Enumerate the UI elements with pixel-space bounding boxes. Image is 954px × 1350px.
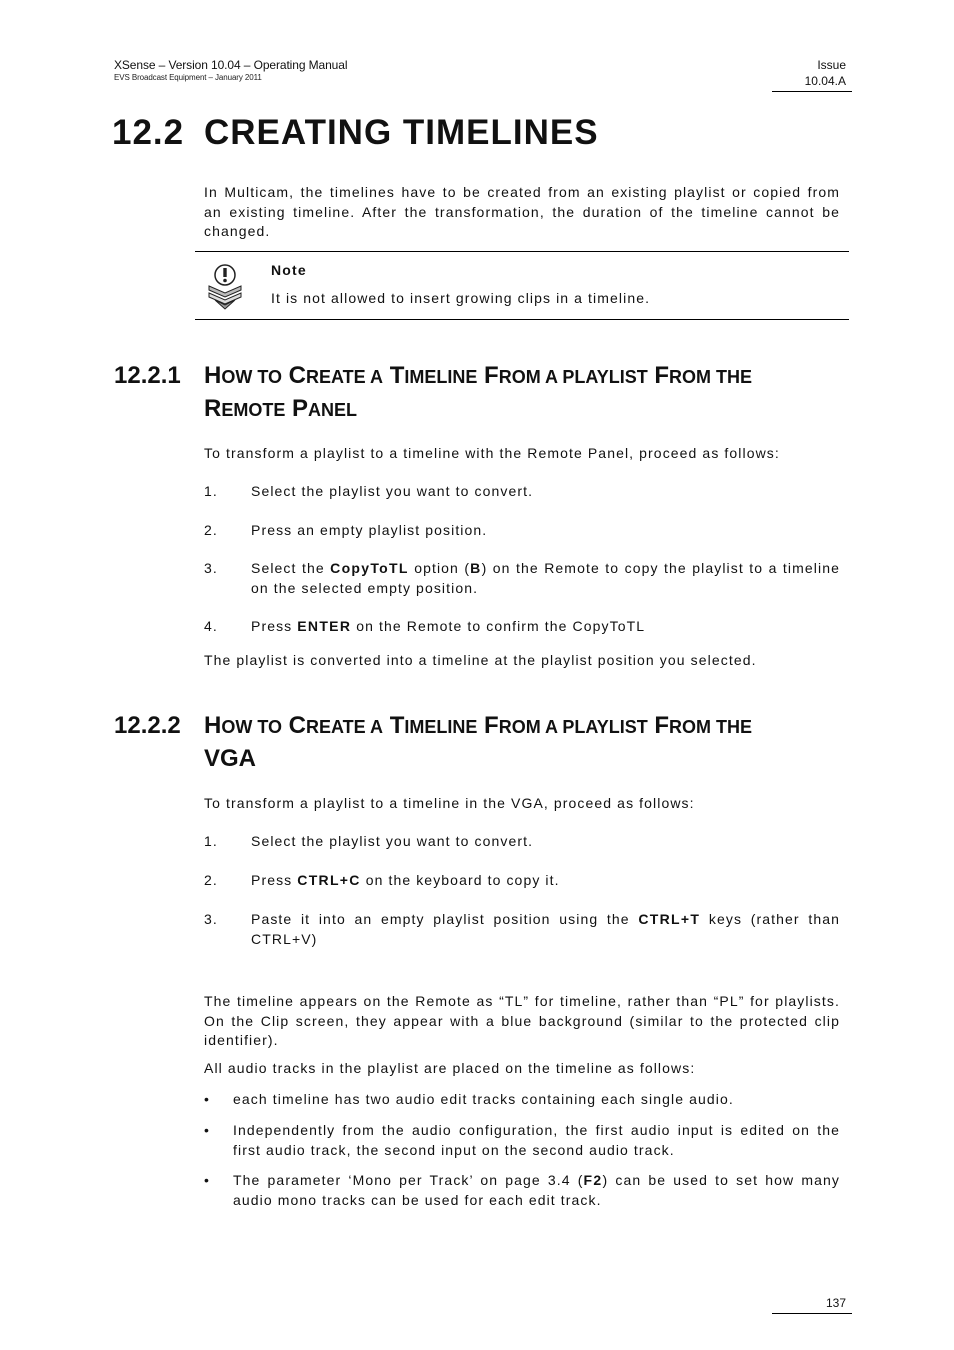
bullet-2: • Independently from the audio configuration, the first audio input is edited on the first audio track, the second input on the second audio track. [204, 1122, 840, 1158]
keyword-copytotl: CopyToTL [330, 560, 409, 576]
header-divider [772, 91, 852, 92]
issue-value: 10.04.A [804, 74, 846, 88]
keyword-b: B [470, 560, 482, 576]
subsection-heading-1 [114, 360, 874, 426]
section-number: 12.2 [112, 113, 185, 152]
note-label: Note [271, 262, 307, 278]
note-icon [206, 262, 244, 310]
keyword-f2: F2 [583, 1172, 603, 1188]
audio-tracks-paragraph: All audio tracks in the playlist are placed on the timeline as follows: [204, 1060, 696, 1076]
subsection-number-1: 12.2.1 [114, 362, 181, 389]
step-2-1: 1. Select the playlist you want to convert. [204, 833, 534, 849]
subsection-intro-2: To transform a playlist to a timeline in the VGA, proceed as follows: [204, 795, 695, 811]
section-heading [112, 113, 599, 153]
timeline-appearance-paragraph: The timeline appears on the Remote as “TL” for timeline, rather than “PL” for playlists. On the Clip screen, they appear with a blue background (similar to the protected clip identifier). [204, 993, 840, 1048]
subsection-title-2: HOW TO CREATE A TIMELINE FROM A PLAYLIST FROM THE VGA [204, 712, 753, 772]
subsection-heading-2 [114, 710, 874, 775]
footer-divider [772, 1313, 852, 1314]
subsection-number-2: 12.2.2 [114, 712, 181, 739]
subsection-intro-1: To transform a playlist to a timeline with the Remote Panel, proceed as follows: [204, 445, 780, 461]
header-subtitle: EVS Broadcast Equipment – January 2011 [114, 73, 262, 82]
bullet-1: • each timeline has two audio edit tracks containing each single audio. [204, 1091, 734, 1107]
header-title: XSense – Version 10.04 – Operating Manual [114, 58, 348, 72]
keyword-ctrl-t: CTRL+T [638, 911, 701, 927]
section-title: CREATING TIMELINES [204, 113, 599, 152]
bullet-3: • The parameter ‘Mono per Track’ on page 3.4 (F2) can be used to set how many audio mono tracks can be used for each edit track. [204, 1172, 840, 1208]
note-text: It is not allowed to insert growing clips in a timeline. [271, 290, 651, 306]
section-intro: In Multicam, the timelines have to be created from an existing playlist or copied from an existing timeline. After the transformation, the duration of the timeline cannot be changed. [204, 184, 840, 239]
step-1-3: 3. Select the CopyToTL option (B) on the Remote to copy the playlist to a timeline on the selected empty position. [204, 560, 840, 596]
note-top-rule [195, 251, 849, 252]
keyword-enter: ENTER [297, 618, 352, 634]
issue-label: Issue [817, 58, 846, 72]
page-number: 137 [825, 1296, 846, 1310]
step-1-2: 2. Press an empty playlist position. [204, 522, 488, 538]
keyword-ctrl-c: CTRL+C [297, 872, 361, 888]
step-1-4: 4. Press ENTER on the Remote to confirm the CopyToTL [204, 618, 646, 634]
note-bottom-rule [195, 319, 849, 320]
step-2-3: 3. Paste it into an empty playlist position using the CTRL+T keys (rather than CTRL+V) [204, 911, 840, 947]
step-2-2: 2. Press CTRL+C on the keyboard to copy it. [204, 872, 560, 888]
subsection-title-1: HOW TO CREATE A TIMELINE FROM A PLAYLIST FROM THE REMOTE PANEL [204, 362, 753, 422]
step-1-1: 1. Select the playlist you want to convert. [204, 483, 534, 499]
subsection-outro-1: The playlist is converted into a timeline at the playlist position you selected. [204, 652, 757, 668]
